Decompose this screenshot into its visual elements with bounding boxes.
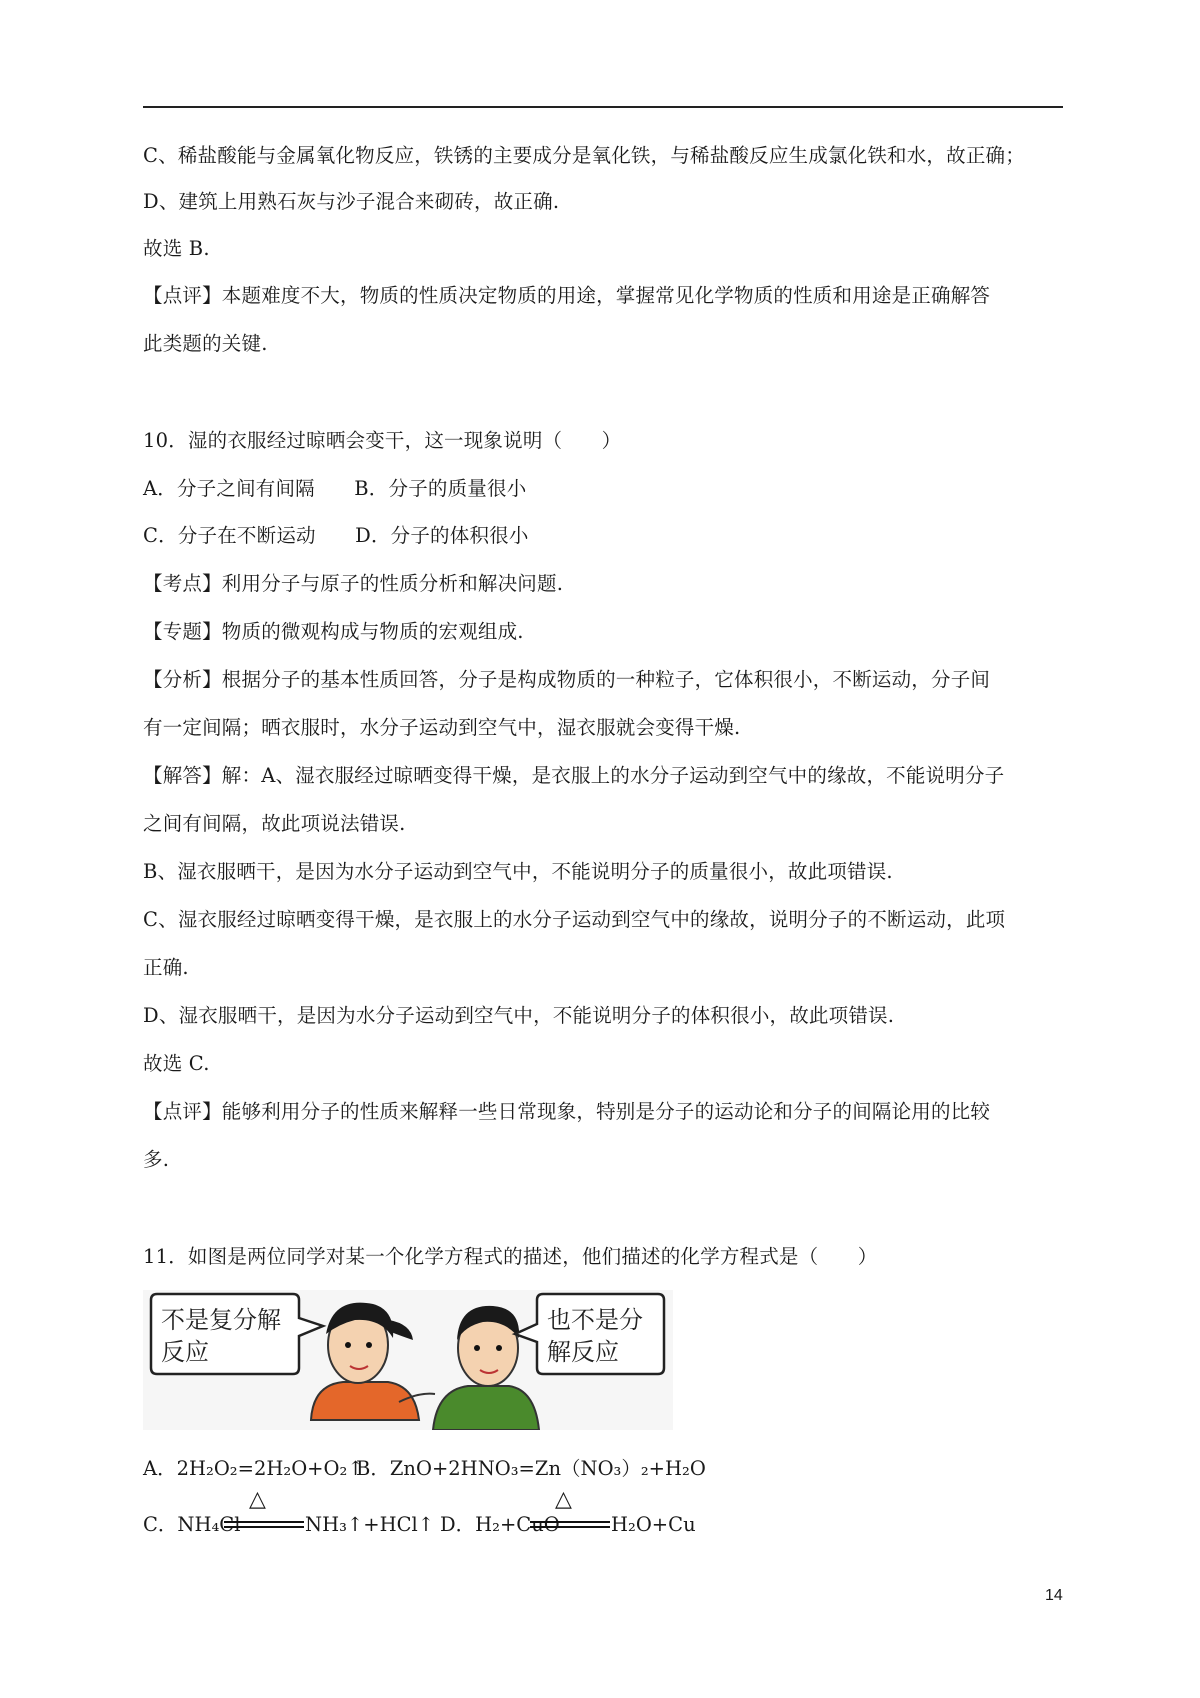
text-line: D、建筑上用熟石灰与沙子混合来砌砖，故正确. — [143, 190, 560, 213]
comment-line: 【点评】本题难度不大，物质的性质决定物质的用途，掌握常见化学物质的性质和用途是正确解答 — [143, 284, 991, 307]
question-10: 10．湿的衣服经过晾晒会变干，这一现象说明（ ） — [143, 429, 622, 452]
option-a-equation: 2H₂O₂=2H₂O+O₂↑ — [176, 1457, 364, 1480]
option-a — [143, 1456, 364, 1482]
analysis-line: 有一定间隔；晒衣服时，水分子运动到空气中，湿衣服就会变得干燥. — [143, 716, 741, 739]
comment-line: 【点评】能够利用分子的性质来解释一些日常现象，特别是分子的运动论和分子的间隔论用的比较 — [143, 1100, 991, 1123]
equation-bar-top — [224, 1521, 304, 1523]
heating-condition-d — [530, 1488, 610, 1542]
question-10-options-ab: A．分子之间有间隔 B．分子的质量很小 — [143, 477, 527, 500]
text-line: C、稀盐酸能与金属氧化物反应，铁锈的主要成分是氧化铁，与稀盐酸反应生成氯化铁和水，故正确； — [143, 144, 1025, 167]
solution-line: C、湿衣服经过晾晒变得干燥，是衣服上的水分子运动到空气中的缘故，说明分子的不断运动，此项 — [143, 908, 1006, 931]
solution-line: 之间有间隔，故此项说法错误. — [143, 812, 406, 835]
option-c-reactant: NH₄Cl — [177, 1513, 241, 1536]
topic-line: 【专题】物质的微观构成与物质的宏观组成. — [143, 620, 524, 643]
equation-bar-bottom — [530, 1526, 610, 1528]
option-c-products: NH₃↑+HCl↑ — [305, 1513, 435, 1536]
option-d-label: D． — [440, 1513, 476, 1536]
text-line: 故选 B. — [143, 237, 210, 260]
option-d-reactant: H₂+CuO — [475, 1513, 560, 1536]
heating-condition-c — [224, 1488, 304, 1542]
comment-line: 多. — [143, 1148, 170, 1171]
solution-line: 【解答】解：A、湿衣服经过晾晒变得干燥，是衣服上的水分子运动到空气中的缘故，不能说明分子 — [143, 764, 1005, 787]
page-number: 14 — [1045, 1587, 1063, 1604]
option-b-label: B． — [356, 1457, 390, 1480]
left-bubble-line2: 反应 — [161, 1338, 209, 1366]
solution-line: 正确. — [143, 956, 189, 979]
option-a-label: A． — [143, 1457, 177, 1480]
heat-triangle-icon: △ — [555, 1487, 572, 1512]
equation-bar-bottom — [224, 1526, 304, 1528]
answer-line: 故选 C. — [143, 1052, 210, 1075]
option-d-products: H₂O+Cu — [611, 1513, 696, 1536]
solution-line: B、湿衣服晒干，是因为水分子运动到空气中，不能说明分子的质量很小，故此项错误. — [143, 860, 893, 883]
question-10-options-cd: C．分子在不断运动 D．分子的体积很小 — [143, 524, 529, 547]
analysis-line: 【分析】根据分子的基本性质回答，分子是构成物质的一种粒子，它体积很小，不断运动，分子间 — [143, 668, 991, 691]
right-bubble-line1: 也不是分 — [547, 1306, 643, 1334]
option-b — [356, 1456, 706, 1482]
equation-bar-top — [530, 1521, 610, 1523]
header-rule — [143, 106, 1063, 108]
heat-triangle-icon: △ — [249, 1487, 266, 1512]
right-bubble-line2: 解反应 — [547, 1338, 619, 1366]
right-speech-bubble — [515, 1294, 664, 1374]
solution-line: D、湿衣服晒干，是因为水分子运动到空气中，不能说明分子的体积很小，故此项错误. — [143, 1004, 895, 1027]
comment-line: 此类题的关键. — [143, 332, 268, 355]
option-b-equation: ZnO+2HNO₃=Zn（NO₃）₂+H₂O — [389, 1457, 706, 1480]
left-speech-bubble — [151, 1294, 323, 1374]
test-point-line: 【考点】利用分子与原子的性质分析和解决问题. — [143, 572, 564, 595]
option-c-label: C． — [143, 1513, 178, 1536]
two-students-illustration — [143, 1290, 673, 1430]
left-bubble-line1: 不是复分解 — [161, 1306, 281, 1334]
question-11: 11．如图是两位同学对某一个化学方程式的描述，他们描述的化学方程式是（ ） — [143, 1245, 878, 1268]
